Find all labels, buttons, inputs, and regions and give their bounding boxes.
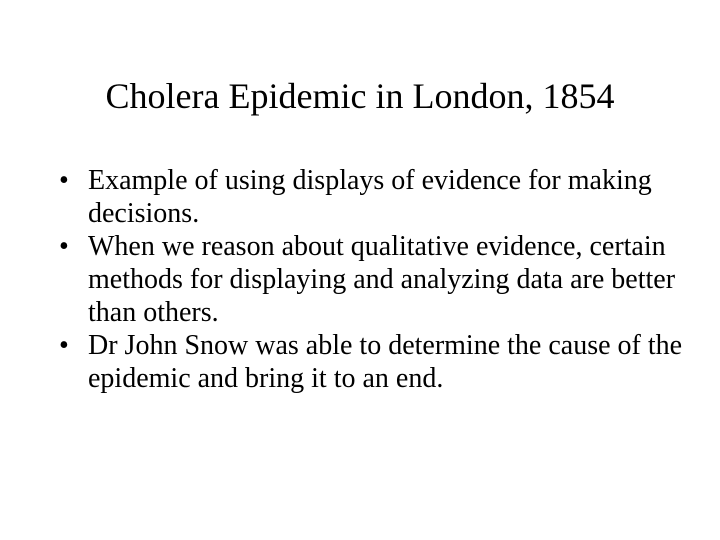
bullet-list [54,164,694,395]
bullet-item [54,230,694,329]
bullet-item [54,329,694,395]
bullet-text: Dr John Snow was able to determine the cause of the epidemic and bring it to an end. [88,330,683,394]
bullet-item [54,164,694,230]
bullet-text: Example of using displays of evidence for making decisions. [88,165,652,229]
bullet-glyph: • [59,330,69,361]
slide-title: Cholera Epidemic in London, 1854 [105,76,615,116]
bullet-text: When we reason about qualitative evidence, certain methods for displaying and analyzing data are better than others. [88,231,676,328]
bullet-glyph: • [59,231,69,262]
bullet-glyph: • [59,165,69,196]
